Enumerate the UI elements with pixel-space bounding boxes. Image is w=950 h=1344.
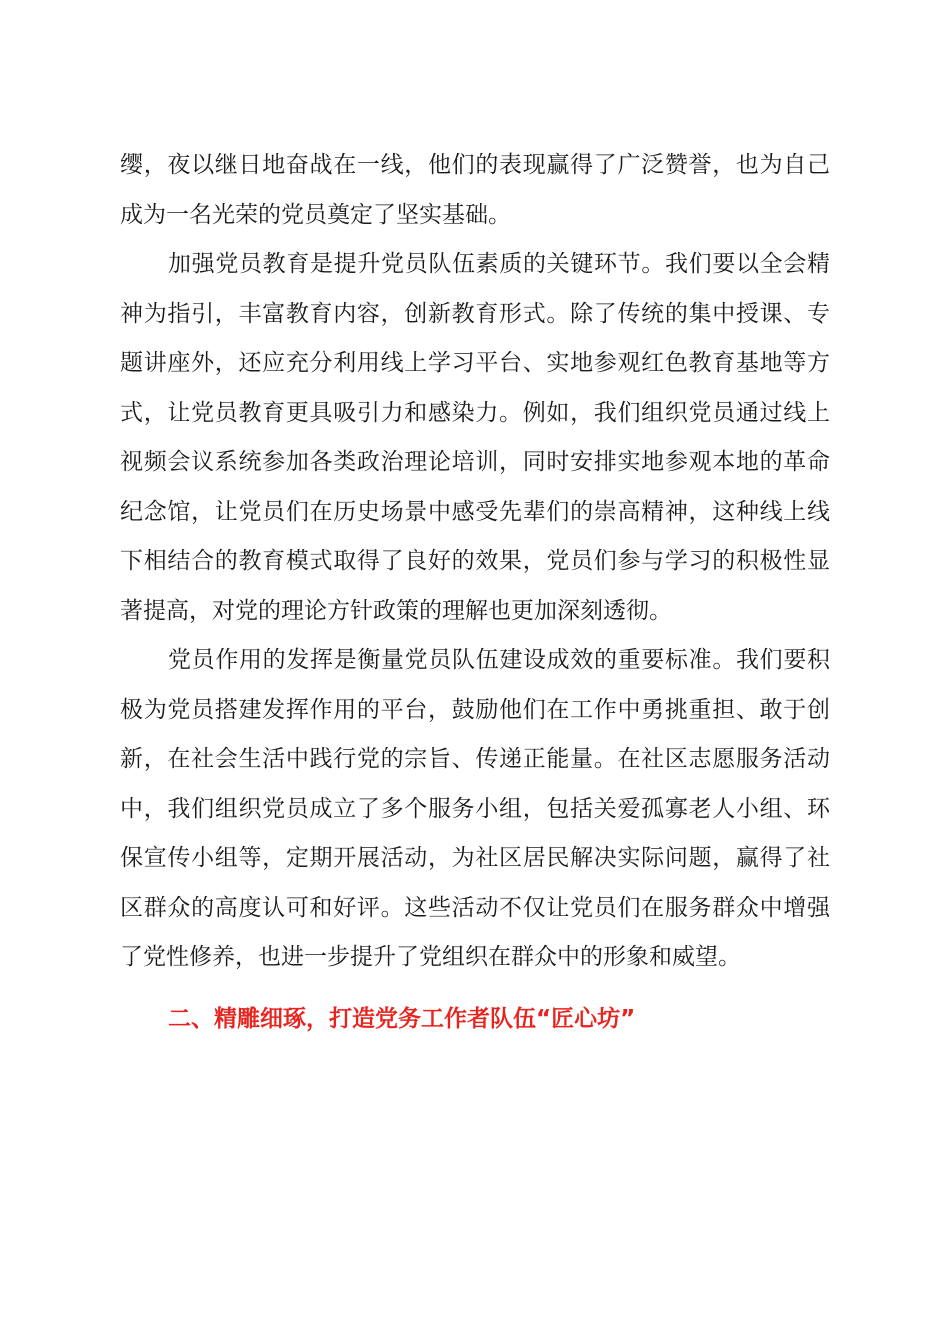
paragraph-party-member-role: 党员作用的发挥是衡量党员队伍建设成效的重要标准。我们要积极为党员搭建发挥作用的平台，鼓励他们在工作中勇挑重担、敢于创新，在社会生活中践行党的宗旨、传递正能量。在社区志愿服务活动中，我们组织党员成立了多个服务小组，包括关爱孤寡老人小组、环保宣传小组等，定期开展活动，为社区居民解决实际问题，赢得了社区群众的高度认可和好评。这些活动不仅让党员们在服务群众中增强了党性修养，也进一步提升了党组织在群众中的形象和威望。 <box>120 647 830 970</box>
paragraph-continued: 缨，夜以继日地奋战在一线，他们的表现赢得了广泛赞誉，也为自己成为一名光荣的党员奠定了坚实基础。 <box>120 152 830 228</box>
paragraph-party-member-education: 加强党员教育是提升党员队伍素质的关键环节。我们要以全会精神为指引，丰富教育内容，创新教育形式。除了传统的集中授课、专题讲座外，还应充分利用线上学习平台、实地参观红色教育基地等方式，让党员教育更具吸引力和感染力。例如，我们组织党员通过线上视频会议系统参加各类政治理论培训，同时安排实地参观本地的革命纪念馆，让党员们在历史场景中感受先辈们的崇高精神，这种线上线下相结合的教育模式取得了良好的效果，党员们参与学习的积极性显著提高，对党的理论方针政策的理解也更加深刻透彻。 <box>120 251 830 624</box>
section-heading: 二、精雕细琢，打造党务工作者队伍“匠心坊” <box>168 1005 636 1032</box>
document-body <box>120 141 830 1044</box>
